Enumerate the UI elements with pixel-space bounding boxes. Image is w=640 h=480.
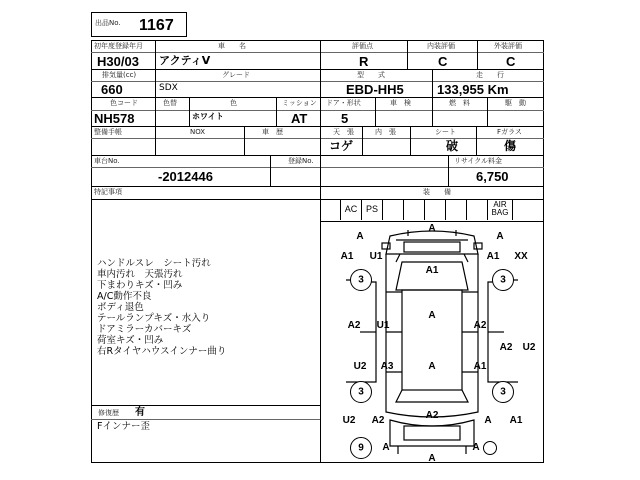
remark-line: A/C動作不良 [97,291,152,302]
displacement-value: 660 [101,82,123,97]
fuel-label: 燃 料 [449,99,470,107]
chassis-value: -2012446 [158,169,213,184]
first-reg-value: H30/03 [97,54,139,69]
doors-label: ドア・形状 [326,99,361,107]
listing-number-box [91,12,187,37]
damage-mark: U2 [522,342,536,353]
wheel-rear-right: 3 [492,381,514,403]
repair-history-label: 修復歴 [98,409,119,417]
damage-mark: A3 [380,361,394,372]
remark-line: ボディ退色 [97,302,144,313]
interior-trim-label: 内 張 [375,128,396,136]
equipment-cell [467,200,488,220]
equipment-ac: AC [341,200,362,220]
damage-mark: XX [514,251,528,262]
color-value: ホワイト [192,112,224,121]
damage-mark: A1 [486,251,500,262]
listing-number: 1167 [139,17,174,34]
nox-label: NOX [190,128,206,136]
equipment-title: 装 備 [423,188,451,196]
color-swap-label: 色替 [163,99,177,107]
grade-value: SDX [159,83,178,93]
seat-label: シート [435,128,456,136]
equipment-airbag: AIR BAG [488,200,513,220]
listing-number-label: 出品No. [95,19,121,27]
equipment-cell [446,200,467,220]
repair-note: Fインナー歪 [97,421,150,432]
damage-mark: A [484,415,492,426]
damage-mark: A2 [347,320,361,331]
equipment-cell [383,200,404,220]
damage-mark: U2 [353,361,367,372]
mileage-label: 走 行 [476,71,504,79]
damage-mark: U2 [342,415,356,426]
equipment-cell [513,200,544,220]
damage-mark: A [496,231,504,242]
damage-mark: A [356,231,364,242]
remark-line: 荷室キズ・凹み [97,335,164,346]
first-reg-label: 初年度登録年月 [94,42,143,50]
interior-value: C [438,54,448,69]
remark-line: 右Rタイヤハウスインナー曲り [97,346,227,357]
ceiling-value: コゲ [329,139,354,153]
color-code-value: NH578 [94,111,135,126]
wheel-front-right: 3 [492,269,514,291]
inspection-label: 車 検 [390,99,411,107]
car-name-label: 車 名 [218,42,246,50]
displacement-label: 排気量(cc) [102,71,137,79]
recycle-value: 6,750 [476,169,509,184]
model-label: 型 式 [357,71,385,79]
equipment-cell [404,200,425,220]
remark-line: 下まわりキズ・凹み [97,280,183,291]
equipment-cell [425,200,446,220]
model-value: EBD-HH5 [346,82,404,97]
damage-mark: A1 [425,265,439,276]
ceiling-label: 天 張 [333,128,354,136]
damage-mark: A2 [473,320,487,331]
recycle-label: リサイクル料金 [454,157,503,165]
damage-mark: A2 [499,342,513,353]
chassis-label: 車台No. [94,157,120,165]
seat-value: 破 [446,139,459,153]
manual-label: 整備手帳 [94,128,122,136]
damage-mark: A2 [425,410,439,421]
damage-mark: A2 [371,415,385,426]
color-code-label: 色コード [110,99,138,107]
wheel-front-left: 3 [350,269,372,291]
car-name-value: アクティV [159,54,211,67]
score-value: R [359,54,369,69]
remark-line: テールランプキズ・水入り [97,313,211,324]
repair-history-value: 有 [135,407,145,418]
wheel-spare-right [483,441,497,455]
grade-label: グレード [222,71,250,79]
remarks-title: 特記事項 [94,188,122,196]
exterior-label: 外装評価 [494,42,522,50]
remark-line: ハンドルスレ シート汚れ [97,258,211,269]
damage-mark: A [428,310,436,321]
remark-line: ドアミラーカバーキズ [97,324,192,335]
glass-label: Fガラス [497,128,522,136]
drive-label: 駆 動 [505,99,526,107]
equipment-cell [320,200,341,220]
doors-value: 5 [341,111,349,126]
damage-mark: A [382,442,390,453]
glass-value: 傷 [504,139,517,153]
mission-label: ミッション [282,99,317,107]
history-label: 車 歴 [262,128,283,136]
mileage-value: 133,955 Km [437,82,509,97]
damage-mark: U1 [369,251,383,262]
damage-mark: A [428,453,436,464]
remark-line: 車内汚れ 天張汚れ [97,269,183,280]
equipment-row [320,200,544,222]
score-label: 評価点 [352,42,373,50]
interior-label: 内装評価 [427,42,455,50]
mission-value: AT [291,111,308,126]
color-label: 色 [230,99,237,107]
damage-mark: A1 [473,361,487,372]
wheel-rear-left: 3 [350,381,372,403]
damage-mark: U1 [376,320,390,331]
wheel-spare: 9 [350,437,372,459]
damage-mark: A [472,442,480,453]
damage-mark: A1 [340,251,354,262]
registration-label: 登録No. [288,157,314,165]
equipment-ps: PS [362,200,383,220]
damage-mark: A [428,223,436,234]
damage-mark: A [428,361,436,372]
exterior-value: C [506,54,516,69]
damage-mark: A1 [509,415,523,426]
